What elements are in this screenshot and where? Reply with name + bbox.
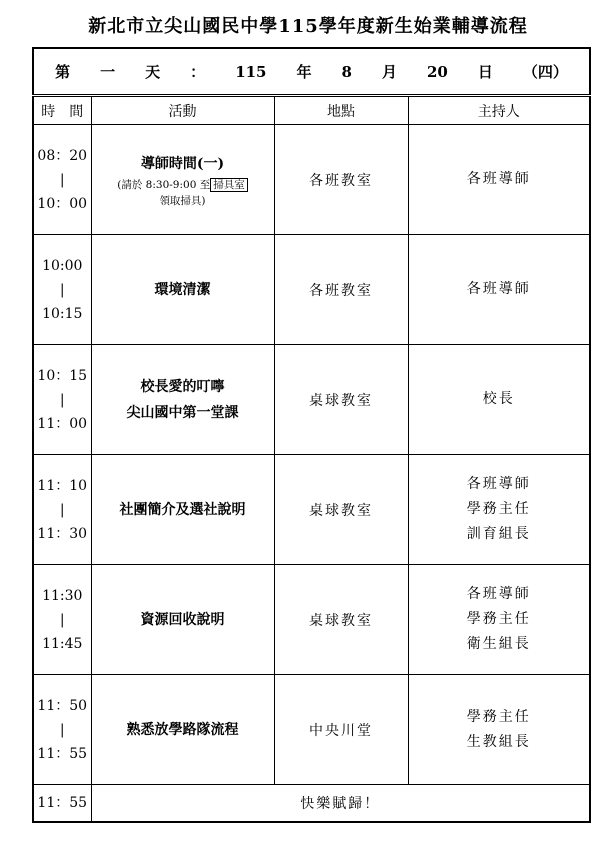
time-bar: | xyxy=(59,611,65,628)
day-separator: ： xyxy=(190,63,206,81)
host-cell xyxy=(408,565,590,675)
host-name: 各班導師 xyxy=(466,476,531,492)
host-name: 生教組長 xyxy=(466,733,531,750)
activity-cell xyxy=(91,565,274,675)
day-label-1: 第 xyxy=(55,63,71,81)
table-row xyxy=(33,345,590,455)
activity-title-2: 尖山國中第一堂課 xyxy=(126,404,239,421)
header-activity: 活動 xyxy=(91,96,274,125)
table-row xyxy=(33,235,590,345)
host-cell xyxy=(408,235,590,345)
activity-cell xyxy=(91,235,274,345)
location-cell: 桌球教室 xyxy=(274,345,408,455)
time-cell xyxy=(33,125,91,235)
host-name: 訓育組長 xyxy=(466,526,531,542)
time-end: 11：55 xyxy=(37,745,88,762)
column-header-row xyxy=(33,96,590,125)
closing-row xyxy=(33,785,590,823)
host-name: 各班導師 xyxy=(466,586,531,602)
day-year-unit: 年 xyxy=(296,63,312,81)
closing-text: 快樂賦歸！ xyxy=(91,785,590,823)
header-host: 主持人 xyxy=(408,96,590,125)
host-name: 各班導師 xyxy=(466,171,531,187)
activity-note xyxy=(92,177,274,193)
time-cell xyxy=(33,345,91,455)
activity-cell xyxy=(91,455,274,565)
activity-cell xyxy=(91,125,274,235)
location-cell: 中央川堂 xyxy=(274,675,408,785)
time-end: 11：00 xyxy=(37,415,88,432)
activity-note-prefix: (請於 8:30-9:00 至 xyxy=(117,178,211,191)
host-cell xyxy=(408,345,590,455)
table-row xyxy=(33,125,590,235)
day-date: 20 xyxy=(426,62,448,81)
closing-time: 11：55 xyxy=(33,785,91,823)
host-cell xyxy=(408,675,590,785)
time-end: 10：00 xyxy=(37,195,88,212)
location-cell: 桌球教室 xyxy=(274,455,408,565)
table-row xyxy=(33,565,590,675)
time-bar: | xyxy=(59,171,65,188)
day-label-2: 一 xyxy=(100,63,116,81)
location-cell: 各班教室 xyxy=(274,235,408,345)
time-bar: | xyxy=(59,721,65,738)
host-name: 校長 xyxy=(482,391,515,407)
time-start: 11:30 xyxy=(42,587,83,604)
activity-title: 熟悉放學路隊流程 xyxy=(126,721,239,738)
time-cell xyxy=(33,565,91,675)
day-header-row xyxy=(33,48,590,96)
page-title: 新北市立尖山國民中學115學年度新生始業輔導流程 xyxy=(88,16,528,37)
time-start: 11：10 xyxy=(37,477,88,494)
day-label-3: 天 xyxy=(145,63,161,81)
time-end: 11:45 xyxy=(42,635,83,652)
location-cell: 桌球教室 xyxy=(274,565,408,675)
activity-title: 資源回收說明 xyxy=(140,611,225,628)
table-row xyxy=(33,675,590,785)
time-start: 10:00 xyxy=(42,257,83,274)
host-name: 衛生組長 xyxy=(466,636,531,652)
day-year: 115 xyxy=(235,62,267,81)
activity-title: 校長愛的叮嚀 xyxy=(140,378,225,395)
time-bar: | xyxy=(59,501,65,518)
host-name: 各班導師 xyxy=(466,281,531,297)
time-cell xyxy=(33,675,91,785)
activity-title: 導師時間(一) xyxy=(140,155,225,172)
host-name: 學務主任 xyxy=(466,708,531,725)
time-end: 10:15 xyxy=(42,305,83,322)
day-header-cell xyxy=(33,48,590,96)
day-month: 8 xyxy=(341,62,352,81)
host-name: 學務主任 xyxy=(466,501,531,517)
table-row xyxy=(33,455,590,565)
activity-title: 社團簡介及選社說明 xyxy=(119,501,246,518)
day-month-unit: 月 xyxy=(381,63,397,81)
host-name: 學務主任 xyxy=(466,611,531,627)
activity-note-suffix: 領取掃具) xyxy=(159,194,206,207)
time-start: 08：20 xyxy=(37,147,88,164)
time-start: 10：15 xyxy=(37,367,88,384)
activity-note-boxed: 掃具室 xyxy=(210,178,248,192)
activity-cell xyxy=(91,345,274,455)
host-cell xyxy=(408,125,590,235)
day-weekday: （四） xyxy=(522,63,568,81)
header-time: 時 間 xyxy=(33,96,91,125)
schedule-table xyxy=(32,47,591,823)
time-start: 11：50 xyxy=(37,697,88,714)
header-location: 地點 xyxy=(274,96,408,125)
time-end: 11：30 xyxy=(37,525,88,542)
time-cell xyxy=(33,455,91,565)
host-cell xyxy=(408,455,590,565)
activity-title: 環境清潔 xyxy=(154,281,211,298)
location-cell: 各班教室 xyxy=(274,125,408,235)
time-bar: | xyxy=(59,281,65,298)
activity-cell xyxy=(91,675,274,785)
time-cell xyxy=(33,235,91,345)
time-bar: | xyxy=(59,391,65,408)
day-date-unit: 日 xyxy=(477,63,493,81)
